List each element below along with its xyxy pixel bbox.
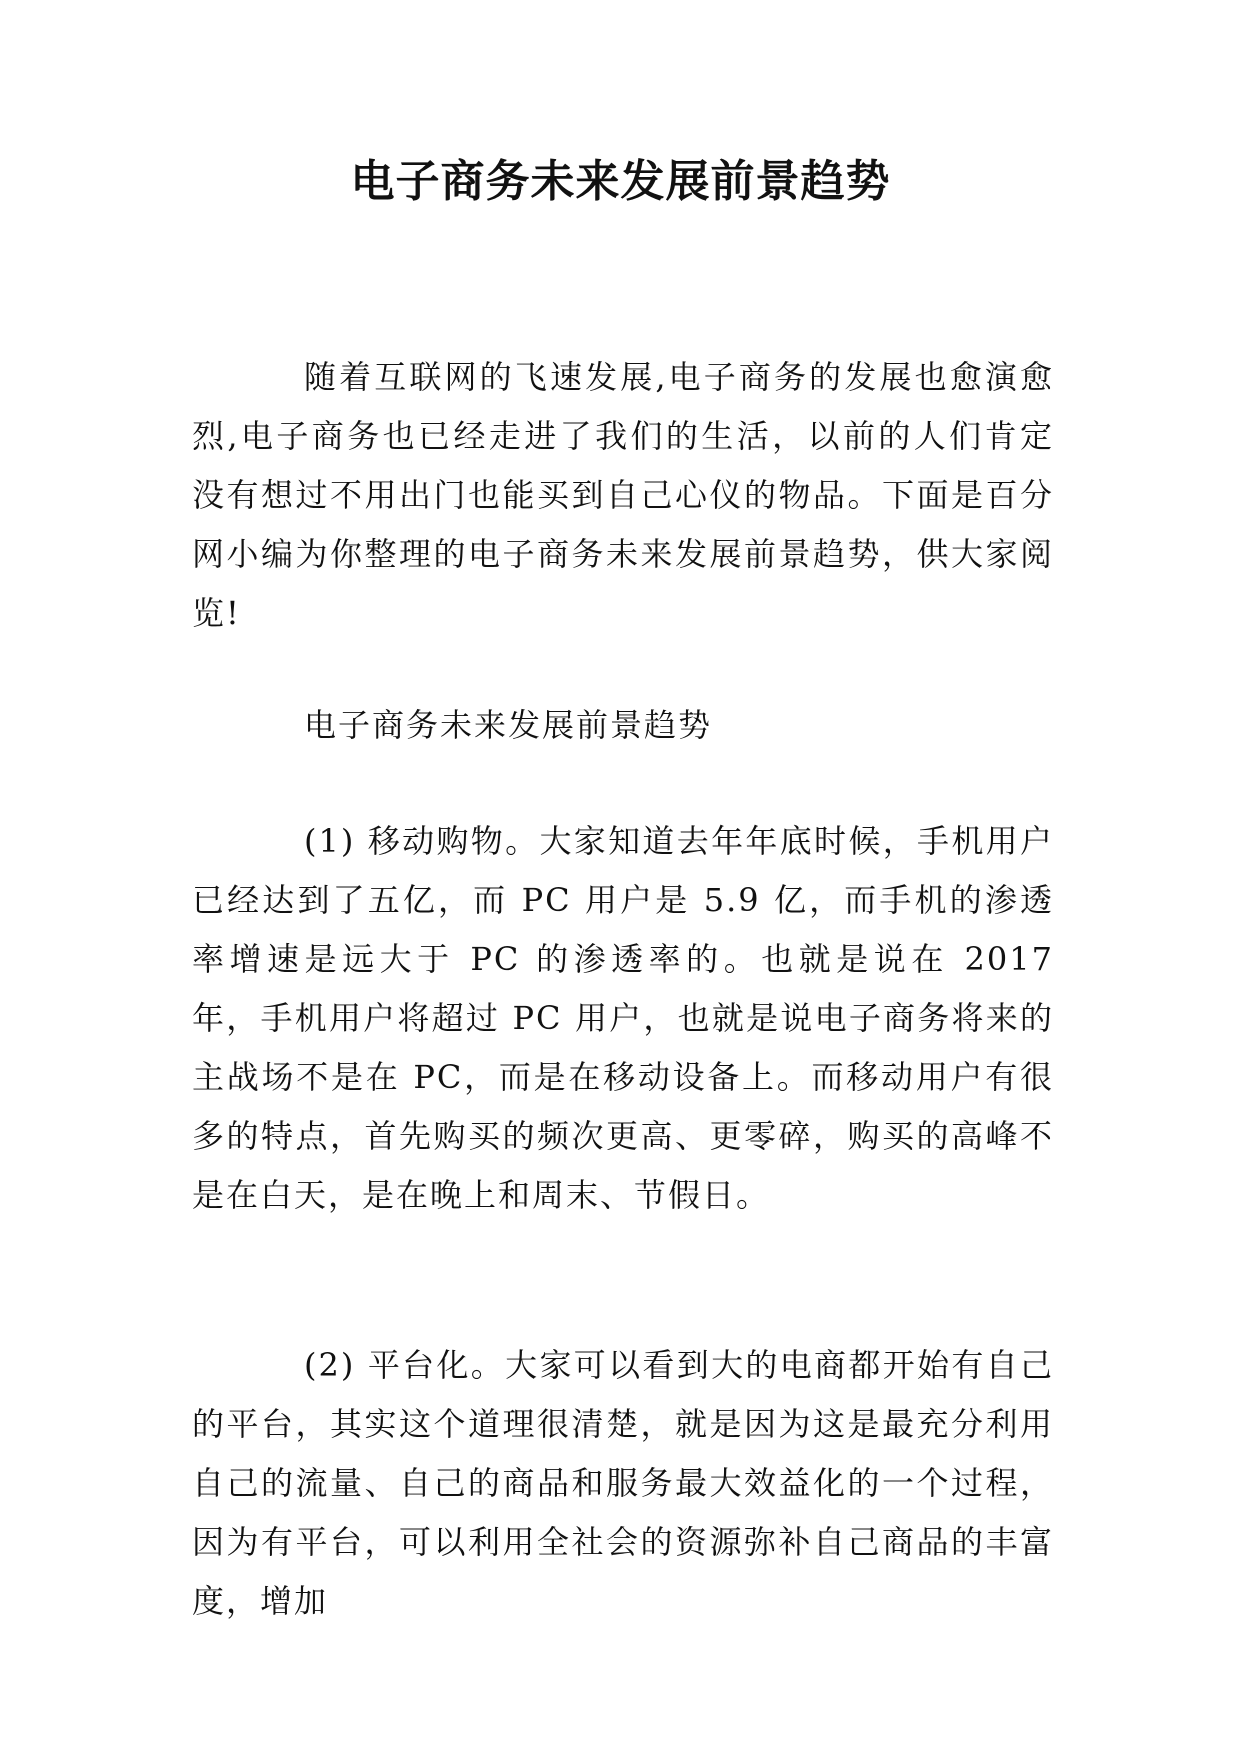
trend-item-mobile-shopping: (1) 移动购物。大家知道去年年底时候，手机用户已经达到了五亿，而 PC 用户是 5.9 亿，而手机的渗透率增速是远大于 PC 的渗透率的。也就是说在 2017 年，手机用户将超过 PC 用户，也就是说电子商务将来的主战场不是在 PC，而是在移动设备上。而移动用户有很多的特点，首先购买的频次更高、更零碎，购买的高峰不是在白天，是在晚上和周末、节假日。	[192, 822, 1054, 1214]
section-heading: 电子商务未来发展前景趋势	[304, 706, 713, 744]
intro-paragraph: 随着互联网的飞速发展,电子商务的发展也愈演愈烈,电子商务也已经走进了我们的生活，以前的人们肯定没有想过不用出门也能买到自己心仪的物品。下面是百分网小编为你整理的电子商务未来发展前景趋势，供大家阅览!	[192, 358, 1054, 632]
document-title: 电子商务未来发展前景趋势	[350, 156, 891, 207]
trend-item-platform: (2) 平台化。大家可以看到大的电商都开始有自己的平台，其实这个道理很清楚，就是因为这是最充分利用自己的流量、自己的商品和服务最大效益化的一个过程，因为有平台，可以利用全社会的资源弥补自己商品的丰富度，增加	[192, 1346, 1054, 1620]
